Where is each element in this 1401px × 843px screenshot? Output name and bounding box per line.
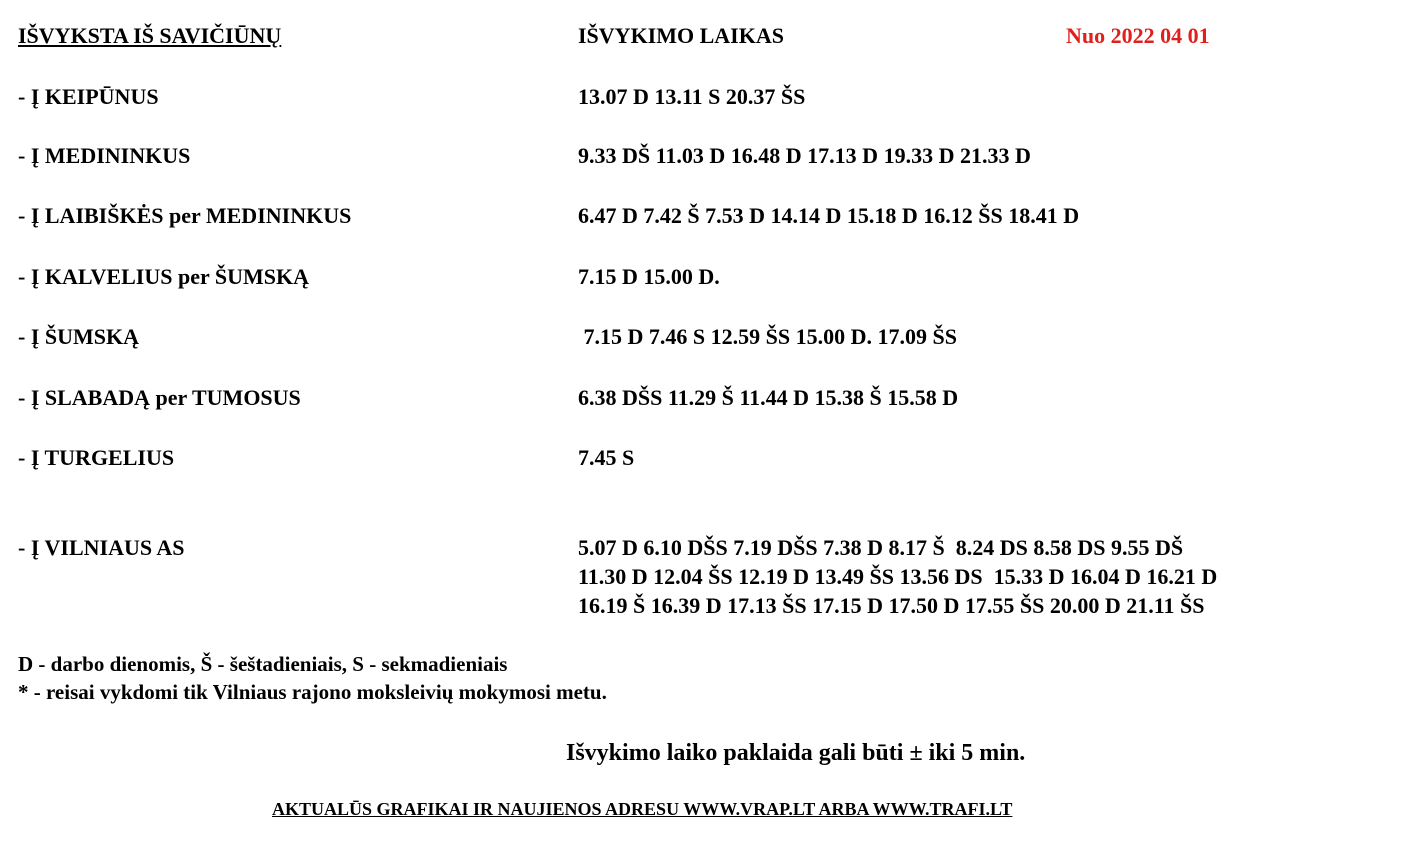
departs-from-heading: IŠVYKSTA IŠ SAVIČIŪNŲ [18,23,282,48]
route-times-vilniaus-as-line-2: 11.30 D 12.04 ŠS 12.19 D 13.49 ŠS 13.56 DS 15.33 D 16.04 D 16.21 D [578,564,1218,589]
route-name-kalvelius: - Į KALVELIUS per ŠUMSKĄ [18,264,309,289]
route-times-keipunus: 13.07 D 13.11 S 20.37 ŠS [578,84,806,109]
route-times-vilniaus-as-line-1: 5.07 D 6.10 DŠS 7.19 DŠS 7.38 D 8.17 Š 8.24 DS 8.58 DS 9.55 DŠ [578,535,1184,560]
departure-time-heading: IŠVYKIMO LAIKAS [578,23,784,48]
route-times-laibiskes: 6.47 D 7.42 Š 7.53 D 14.14 D 15.18 D 16.12 ŠS 18.41 D [578,203,1080,228]
route-name-vilniaus-as: - Į VILNIAUS AS [18,535,185,560]
route-name-keipunus: - Į KEIPŪNUS [18,84,159,109]
route-times-kalvelius: 7.15 D 15.00 D. [578,264,720,289]
route-name-sumska: - Į ŠUMSKĄ [18,324,140,349]
route-name-laibiskes: - Į LAIBIŠKĖS per MEDININKUS [18,203,352,228]
route-name-medininkus: - Į MEDININKUS [18,143,191,168]
route-times-vilniaus-as-line-3: 16.19 Š 16.39 D 17.13 ŠS 17.15 D 17.50 D 17.55 ŠS 20.00 D 21.11 ŠS [578,593,1205,618]
route-times-medininkus: 9.33 DŠ 11.03 D 16.48 D 17.13 D 19.33 D 21.33 D [578,143,1031,168]
tolerance-note: Išvykimo laiko paklaida gali būti ± iki 5 min. [566,740,1026,766]
legend-days: D - darbo dienomis, Š - šeštadieniais, S - sekmadieniais [18,652,508,676]
legend-school-note: * - reisai vykdomi tik Vilniaus rajono moksleivių mokymosi metu. [18,680,607,704]
footer-links-note: AKTUALŪS GRAFIKAI IR NAUJIENOS ADRESU WWW.VRAP.LT ARBA WWW.TRAFI.LT [272,799,1013,819]
route-times-turgelius: 7.45 S [578,445,635,470]
route-times-slabada: 6.38 DŠS 11.29 Š 11.44 D 15.38 Š 15.58 D [578,385,959,410]
route-name-slabada: - Į SLABADĄ per TUMOSUS [18,385,301,410]
route-times-sumska: 7.15 D 7.46 S 12.59 ŠS 15.00 D. 17.09 ŠS [578,324,957,349]
route-name-turgelius: - Į TURGELIUS [18,445,175,470]
valid-from-date: Nuo 2022 04 01 [1066,23,1210,48]
